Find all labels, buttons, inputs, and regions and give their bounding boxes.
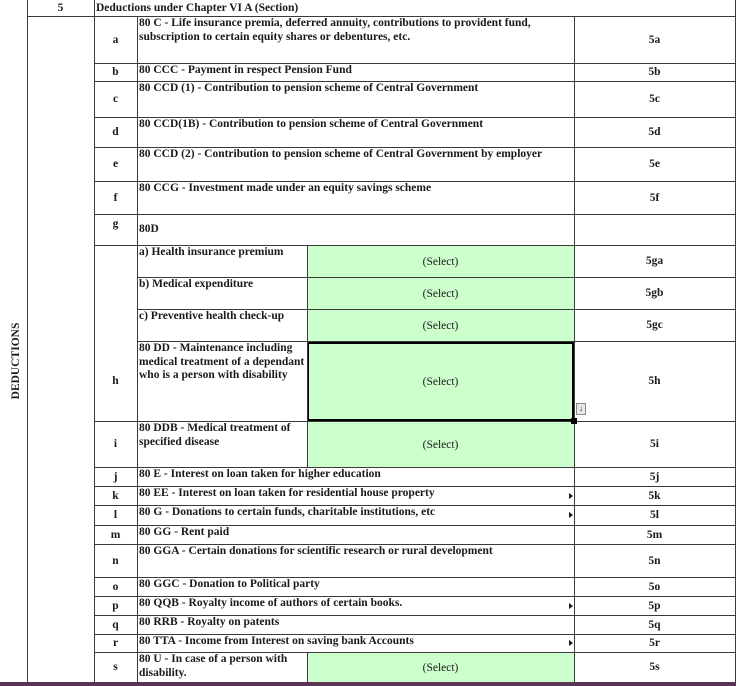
row-letter: h xyxy=(112,375,119,387)
grid-line xyxy=(94,486,736,487)
grid-line xyxy=(94,615,736,616)
comment-indicator-icon xyxy=(569,512,573,518)
row-letter: s xyxy=(113,661,118,673)
row-letter: f xyxy=(113,191,118,204)
autofill-options-icon[interactable]: ↓ xyxy=(576,403,586,415)
grid-line xyxy=(137,309,736,310)
grid-line xyxy=(307,341,308,467)
grid-line xyxy=(94,596,736,597)
grid-line xyxy=(27,16,736,17)
row-code: 5h xyxy=(648,375,661,387)
grid-line xyxy=(94,634,736,635)
row-description[interactable]: 80 U - In case of a person with disability. xyxy=(139,653,288,679)
row-code: 5l xyxy=(650,509,659,521)
row-letter: b xyxy=(112,66,119,78)
row-description[interactable]: 80 RRB - Royalty on patents xyxy=(139,616,280,628)
row-letter: c xyxy=(112,93,119,105)
row-description[interactable]: 80 GGA - Certain donations for scientific research or rural development xyxy=(139,545,493,557)
grid-line xyxy=(94,63,736,64)
comment-indicator-icon xyxy=(569,493,573,499)
grid-line xyxy=(94,0,95,686)
row-description[interactable]: 80 G - Donations to certain funds, charitable institutions, etc xyxy=(139,506,436,518)
row-description[interactable]: 80 E - Interest on loan taken for higher education xyxy=(139,468,381,480)
select-dropdown[interactable]: (Select) xyxy=(307,278,574,309)
grid-line xyxy=(307,652,308,682)
row-code: 5c xyxy=(649,93,660,105)
row-letter: l xyxy=(113,509,118,521)
grid-line xyxy=(137,245,736,246)
row-description[interactable]: 80 QQB - Royalty income of authors of certain books. xyxy=(139,597,403,609)
row-description[interactable]: 80 CCD(1B) - Contribution to pension scheme of Central Government xyxy=(139,118,484,130)
row-code: 5s xyxy=(649,661,660,673)
comment-indicator-icon xyxy=(569,640,573,646)
row-letter: j xyxy=(113,470,118,483)
row-code: 5r xyxy=(649,637,660,649)
row-letter: k xyxy=(112,489,119,502)
grid-line xyxy=(307,245,308,341)
row-letter: q xyxy=(112,618,119,631)
grid-line xyxy=(94,652,736,653)
grid-line xyxy=(94,505,736,506)
grid-line xyxy=(94,181,736,182)
grid-line xyxy=(94,544,736,545)
grid-line xyxy=(137,277,736,278)
grid-line xyxy=(137,341,736,342)
select-dropdown[interactable]: (Select) xyxy=(307,342,574,421)
row-description[interactable]: c) Preventive health check-up xyxy=(139,310,285,322)
row-code: 5m xyxy=(646,528,663,541)
grid-line xyxy=(137,16,138,686)
row-code: 5k xyxy=(648,489,661,502)
row-description[interactable]: 80 CCC - Payment in respect Pension Fund xyxy=(139,64,352,76)
row-code: 5a xyxy=(648,33,661,46)
row-description[interactable]: 80 GGC - Donation to Political party xyxy=(139,578,320,590)
grid-line xyxy=(574,16,575,686)
row-letter: o xyxy=(112,580,119,593)
row-letter: d xyxy=(112,126,119,138)
row-letter: p xyxy=(112,599,119,612)
grid-line xyxy=(94,81,736,82)
section-number: 5 xyxy=(57,2,64,14)
row-letter: i xyxy=(113,438,118,450)
row-letter: e xyxy=(112,158,119,170)
row-code: 5b xyxy=(648,66,661,78)
row-code: 5d xyxy=(648,126,661,138)
row-description[interactable]: 80 DD - Maintenance including medical treatment of a dependant who is a person with disability xyxy=(139,342,305,381)
row-letter: m xyxy=(110,528,121,541)
row-code: 5gb xyxy=(645,287,664,299)
row-description[interactable]: a) Health insurance premium xyxy=(139,246,284,258)
row-letter: n xyxy=(112,554,119,567)
row-code: 5ga xyxy=(645,255,664,267)
select-dropdown[interactable]: (Select) xyxy=(307,246,574,277)
fill-handle[interactable] xyxy=(571,418,577,424)
row-description[interactable]: 80D xyxy=(139,223,159,235)
row-letter: g xyxy=(112,218,119,230)
row-description[interactable]: 80 GG - Rent paid xyxy=(139,526,230,538)
deductions-side-label: DEDUCTIONS xyxy=(10,322,22,400)
row-description[interactable]: 80 TTA - Income from Interest on saving bank Accounts xyxy=(139,635,414,647)
select-dropdown[interactable]: (Select) xyxy=(307,422,574,467)
grid-line xyxy=(94,525,736,526)
row-letter: r xyxy=(112,637,119,649)
row-code: 5i xyxy=(650,438,659,450)
row-description[interactable]: 80 C - Life insurance premia, deferred annuity, contributions to provident fund, subscription to certain equity shares or debentures, etc. xyxy=(139,17,531,43)
row-description[interactable]: b) Medical expenditure xyxy=(139,278,254,290)
bottom-bar xyxy=(0,682,736,686)
section-title: Deductions under Chapter VI A (Section) xyxy=(96,2,299,14)
row-code: 5e xyxy=(649,158,660,170)
row-code: 5f xyxy=(649,191,660,204)
grid-line xyxy=(94,467,736,468)
row-code: 5n xyxy=(648,554,661,567)
row-description[interactable]: 80 DDB - Medical treatment of specified disease xyxy=(139,422,291,448)
select-dropdown[interactable]: (Select) xyxy=(307,653,574,682)
row-letter: a xyxy=(112,33,119,46)
grid-line xyxy=(94,147,736,148)
grid-line xyxy=(94,117,736,118)
row-code: 5o xyxy=(648,580,661,593)
row-code: 5p xyxy=(648,599,661,612)
comment-indicator-icon xyxy=(569,603,573,609)
grid-line xyxy=(27,0,28,686)
grid-line xyxy=(94,421,736,422)
row-description[interactable]: 80 CCD (2) - Contribution to pension scheme of Central Government by employer xyxy=(139,148,543,160)
grid-line xyxy=(94,214,736,215)
select-dropdown[interactable]: (Select) xyxy=(307,310,574,341)
row-code: 5q xyxy=(648,618,661,631)
grid-line xyxy=(94,577,736,578)
row-code: 5gc xyxy=(646,319,663,331)
row-code: 5j xyxy=(649,470,660,483)
row-description[interactable]: 80 EE - Interest on loan taken for residential house property xyxy=(139,487,435,499)
row-description[interactable]: 80 CCD (1) - Contribution to pension scheme of Central Government xyxy=(139,82,479,94)
row-description[interactable]: 80 CCG - Investment made under an equity savings scheme xyxy=(139,182,432,194)
